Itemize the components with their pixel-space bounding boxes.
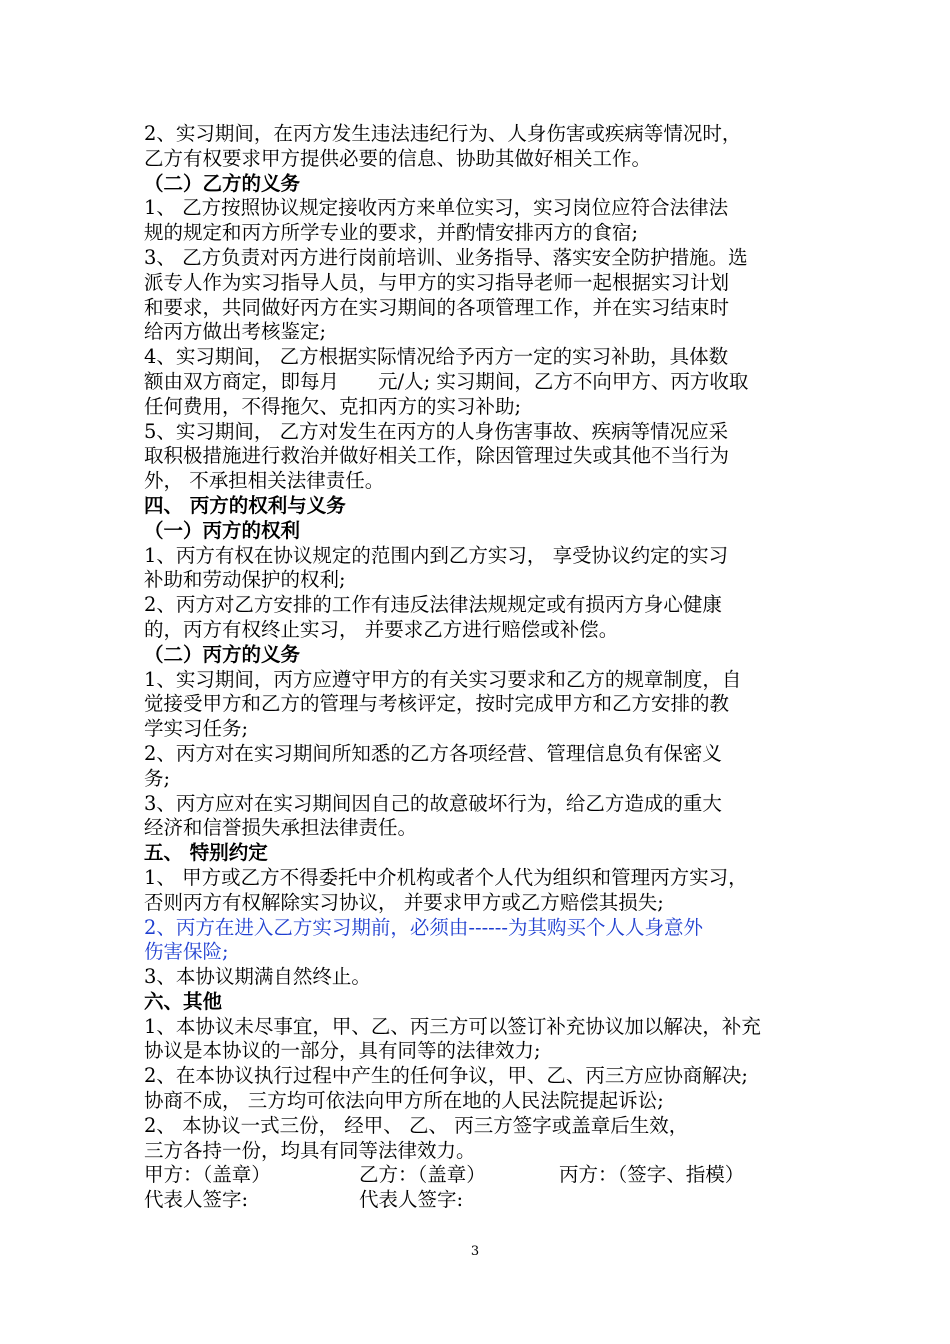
party-a-seal: 甲方：（盖章） xyxy=(144,1163,271,1187)
text-line: 2、 本协议一式三份， 经甲、 乙、 丙三方签字或盖章后生效， xyxy=(144,1113,689,1137)
text-line: 3、 乙方负责对丙方进行岗前培训、业务指导、落实安全防护措施。选 xyxy=(144,245,748,269)
section-heading: （二）乙方的义务 xyxy=(144,171,301,195)
text-line: 3、本协议期满自然终止。 xyxy=(144,965,371,989)
text-line: 给丙方做出考核鉴定; xyxy=(144,320,327,344)
text-line: 2、丙方对乙方安排的工作有违反法律法规规定或有损丙方身心健康 xyxy=(144,593,722,617)
text-line: 学实习任务; xyxy=(144,717,249,741)
text-line: 经济和信誉损失承担法律责任。 xyxy=(144,816,418,840)
section-heading: （二）丙方的义务 xyxy=(144,642,301,666)
text-line: 的，丙方有权终止实习， 并要求乙方进行赔偿或补偿。 xyxy=(144,617,619,641)
party-a-representative: 代表人签字: xyxy=(144,1188,249,1212)
text-line: 2、丙方对在实习期间所知悉的乙方各项经营、管理信息负有保密义 xyxy=(144,741,722,765)
text-line: 规的规定和丙方所学专业的要求，并酌情安排丙方的食宿; xyxy=(144,221,639,245)
text-line: 务; xyxy=(144,766,171,790)
text-line: 1、丙方有权在协议规定的范围内到乙方实习， 享受协议约定的实习 xyxy=(144,543,729,567)
text-line: 协议是本协议的一部分，具有同等的法律效力; xyxy=(144,1039,541,1063)
text-line: 派专人作为实习指导人员，与甲方的实习指导老师一起根据实习计划 xyxy=(144,270,730,294)
text-line: 1、 乙方按照协议规定接收丙方来单位实习，实习岗位应符合法律法 xyxy=(144,196,729,220)
text-line: 4、实习期间， 乙方根据实际情况给予丙方一定的实习补助，具体数 xyxy=(144,345,729,369)
text-line: 2、在本协议执行过程中产生的任何争议，甲、乙、丙三方应协商解决; xyxy=(144,1064,748,1088)
text-line: 5、实习期间， 乙方对发生在丙方的人身伤害事故、疾病等情况应采 xyxy=(144,419,729,443)
text-line: 1、 甲方或乙方不得委托中介机构或者个人代为组织和管理丙方实习， xyxy=(144,865,748,889)
section-heading: （一）丙方的权利 xyxy=(144,518,301,542)
signature-row-parties xyxy=(144,1163,816,1188)
section-heading: 四、 丙方的权利与义务 xyxy=(144,493,346,517)
party-b-representative: 代表人签字: xyxy=(359,1188,464,1212)
text-line: 伤害保险; xyxy=(144,940,229,964)
text-line: 乙方有权要求甲方提供必要的信息、协助其做好相关工作。 xyxy=(144,146,652,170)
text-line: 取积极措施进行救治并做好相关工作，除因管理过失或其他不当行为 xyxy=(144,444,730,468)
text-line: 否则丙方有权解除实习协议， 并要求甲方或乙方赔偿其损失; xyxy=(144,890,664,914)
text-line: 补助和劳动保护的权利; xyxy=(144,568,346,592)
section-heading: 六、其他 xyxy=(144,989,223,1013)
clause-lines xyxy=(144,122,816,1163)
text-line: 2、实习期间，在丙方发生违法违纪行为、人身伤害或疾病等情况时， xyxy=(144,122,742,145)
document-body xyxy=(144,122,816,1213)
text-line: 协商不成， 三方均可依法向甲方所在地的人民法院提起诉讼; xyxy=(144,1089,664,1113)
signature-row-representatives xyxy=(144,1188,816,1213)
text-line: 1、本协议未尽事宜，甲、乙、丙三方可以签订补充协议加以解决，补充 xyxy=(144,1014,761,1038)
text-line: 2、丙方在进入乙方实习期前，必须由------为其购买个人人身意外 xyxy=(144,915,703,939)
party-c-sign: 丙方：（签字、指模） xyxy=(559,1163,745,1187)
text-line: 觉接受甲方和乙方的管理与考核评定，按时完成甲方和乙方安排的教 xyxy=(144,692,730,716)
text-line: 三方各持一份，均具有同等法律效力。 xyxy=(144,1138,476,1162)
text-line: 任何费用，不得拖欠、克扣丙方的实习补助; xyxy=(144,394,522,418)
page-number: 3 xyxy=(470,1244,480,1259)
text-line: 3、丙方应对在实习期间因自己的故意破坏行为，给乙方造成的重大 xyxy=(144,791,722,815)
text-line: 和要求，共同做好丙方在实习期间的各项管理工作，并在实习结束时 xyxy=(144,295,730,319)
text-line: 外， 不承担相关法律责任。 xyxy=(144,469,385,493)
section-heading: 五、 特别约定 xyxy=(144,841,268,865)
party-b-seal: 乙方：（盖章） xyxy=(359,1163,486,1187)
text-line: 额由双方商定，即每月 元/人; 实习期间，乙方不向甲方、丙方收取 xyxy=(144,369,749,393)
text-line: 1、实习期间，丙方应遵守甲方的有关实习要求和乙方的规章制度，自 xyxy=(144,667,742,691)
